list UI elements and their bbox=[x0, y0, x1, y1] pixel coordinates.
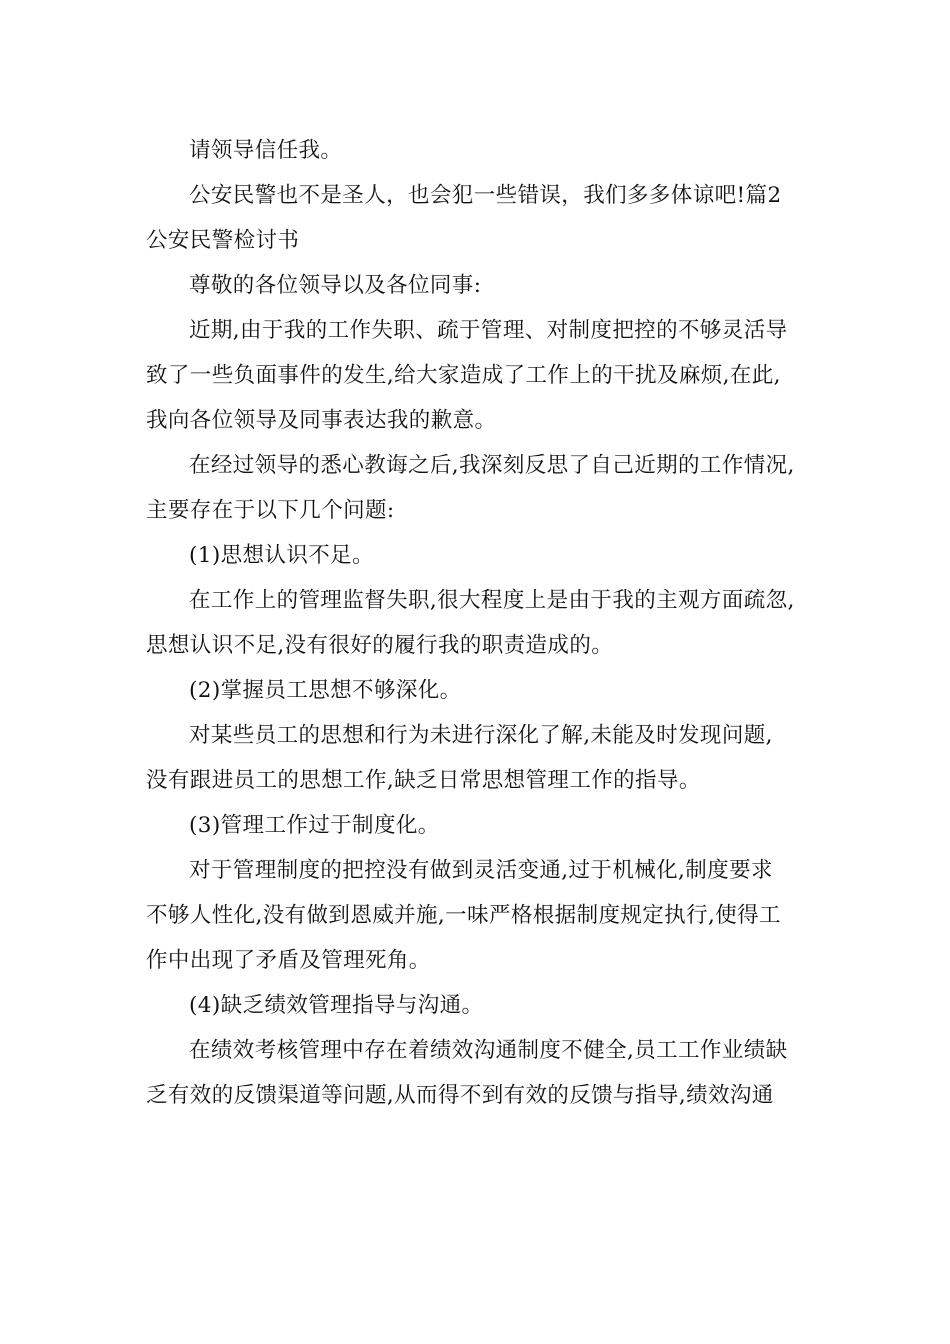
paragraph bbox=[146, 668, 814, 713]
text-line: 尊敬的各位领导以及各位同事: bbox=[189, 273, 482, 298]
text-line: 对某些员工的思想和行为未进行深化了解,未能及时发现问题, bbox=[189, 723, 773, 748]
text-line: 致了一些负面事件的发生,给大家造成了工作上的干扰及麻烦,在此, bbox=[146, 363, 781, 388]
text-line: (1)思想认识不足。 bbox=[189, 543, 374, 568]
text-line: 近期,由于我的工作失职、疏于管理、对制度把控的不够灵活导 bbox=[189, 318, 788, 343]
paragraph bbox=[146, 443, 814, 533]
text-line: 请领导信任我。 bbox=[189, 138, 343, 163]
text-line: 没有跟进员工的思想工作,缺乏日常思想管理工作的指导。 bbox=[146, 768, 701, 793]
paragraph bbox=[146, 1028, 814, 1118]
text-line: 公安民警检讨书 bbox=[146, 228, 300, 253]
text-line: (3)管理工作过于制度化。 bbox=[189, 813, 440, 838]
text-line: 主要存在于以下几个问题: bbox=[146, 498, 395, 523]
text-line: 对于管理制度的把控没有做到灵活变通,过于机械化,制度要求 bbox=[189, 858, 773, 883]
text-line: 在工作上的管理监督失职,很大程度上是由于我的主观方面疏忽, bbox=[189, 588, 795, 613]
text-line: 我向各位领导及同事表达我的歉意。 bbox=[146, 408, 497, 433]
text-line: 不够人性化,没有做到恩威并施,一味严格根据制度规定执行,使得工 bbox=[146, 903, 781, 928]
paragraph bbox=[146, 803, 814, 848]
paragraph bbox=[146, 533, 814, 578]
paragraph bbox=[146, 308, 814, 443]
paragraph bbox=[146, 128, 814, 173]
text-line: 思想认识不足,没有很好的履行我的职责造成的。 bbox=[146, 633, 614, 658]
text-line: (2)掌握员工思想不够深化。 bbox=[189, 678, 462, 703]
text-line: 在绩效考核管理中存在着绩效沟通制度不健全,员工工作业绩缺 bbox=[189, 1038, 788, 1063]
text-line: (4)缺乏绩效管理指导与沟通。 bbox=[189, 993, 484, 1018]
text-line: 公安民警也不是圣人，也会犯一些错误，我们多多体谅吧!篇2 bbox=[189, 183, 782, 208]
text-line: 乏有效的反馈渠道等问题,从而得不到有效的反馈与指导,绩效沟通 bbox=[146, 1083, 774, 1108]
paragraph bbox=[146, 578, 814, 668]
paragraph bbox=[146, 713, 814, 803]
text-line: 在经过领导的悉心教诲之后,我深刻反思了自己近期的工作情况, bbox=[189, 453, 795, 478]
document-body bbox=[146, 128, 814, 1118]
paragraph bbox=[146, 848, 814, 983]
paragraph bbox=[146, 983, 814, 1028]
paragraph bbox=[146, 263, 814, 308]
paragraph bbox=[146, 173, 814, 263]
text-line: 作中出现了矛盾及管理死角。 bbox=[146, 948, 431, 973]
